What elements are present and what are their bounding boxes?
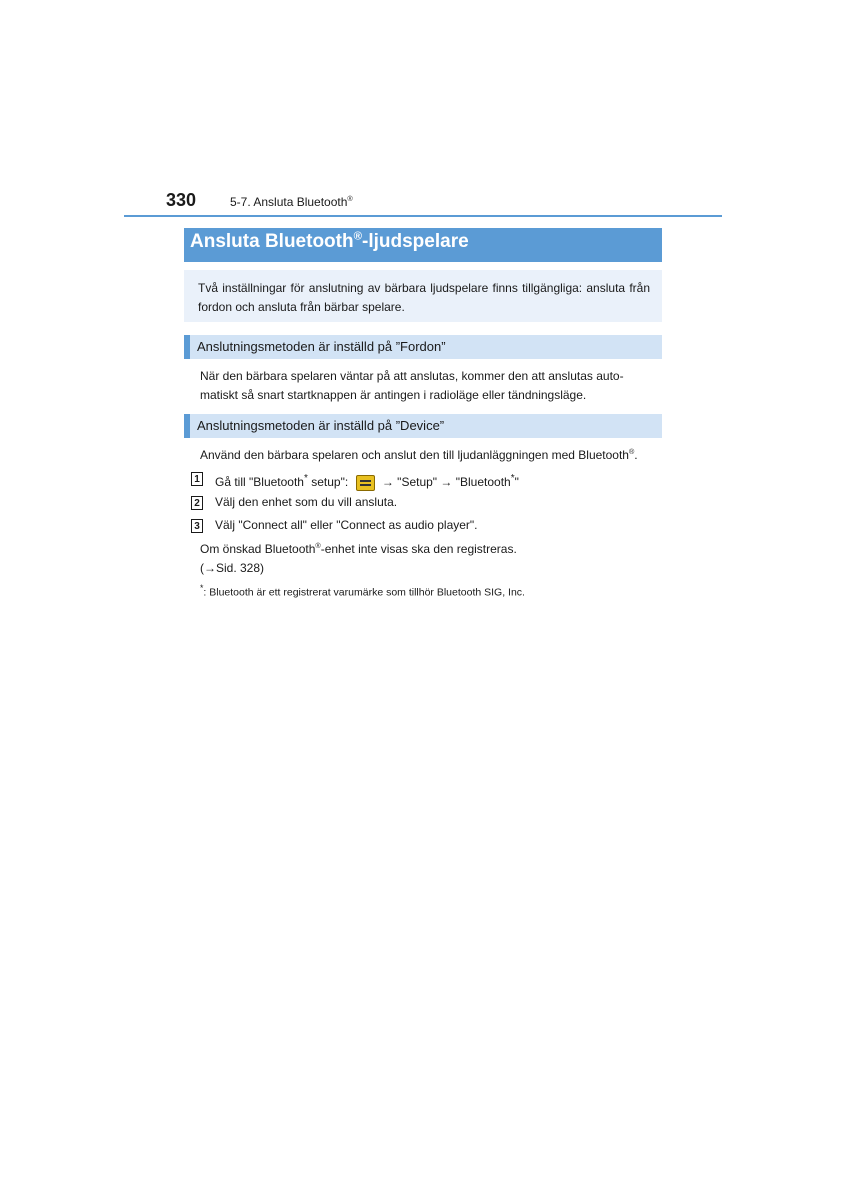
- page-number: 330: [166, 190, 197, 210]
- step-number: 1: [191, 472, 203, 486]
- step-1-text: [215, 469, 519, 492]
- note-line1-pre: Om önskad Bluetooth: [200, 542, 316, 556]
- device-intro-end: .: [634, 448, 638, 462]
- title-bar: [184, 228, 662, 262]
- section-reference-text: 5-7. Ansluta Bluetooth: [230, 195, 348, 209]
- step-3-text: Välj "Connect all" eller "Connect as audio player".: [215, 518, 478, 532]
- step-1-mid: setup":: [307, 475, 352, 489]
- asterisk: *: [200, 583, 204, 593]
- page-reference-link[interactable]: (→Sid. 328): [200, 561, 265, 575]
- device-intro: [200, 446, 638, 465]
- footnote-text: : Bluetooth är ett registrerat varumärke som tillhör Bluetooth SIG, Inc.: [203, 586, 525, 599]
- subheading-device: [184, 414, 662, 438]
- step-1-end: ": [514, 475, 519, 489]
- fordon-text-line2: matiskt så snart startknappen är antingen i radioläge eller tändningsläge.: [200, 388, 587, 402]
- step-1-pre: Gå till "Bluetooth: [215, 475, 304, 489]
- page-title-part1: Ansluta Bluetooth: [190, 231, 354, 252]
- header-rule: [124, 215, 722, 217]
- subheading-fordon-text: Anslutningsmetoden är inställd på ”Fordon”: [197, 339, 446, 354]
- step-1-post: → "Setup" → "Bluetooth: [378, 475, 511, 489]
- registered-mark: ®: [315, 541, 321, 550]
- page-title: [190, 231, 469, 253]
- registered-mark: ®: [347, 194, 353, 203]
- setup-menu-icon: [356, 475, 375, 491]
- registered-mark: ®: [628, 447, 635, 456]
- asterisk: *: [303, 473, 308, 484]
- subheading-device-text: Anslutningsmetoden är inställd på ”Device”: [197, 418, 445, 433]
- note-line1: [200, 540, 517, 559]
- step-2-text: Välj den enhet som du vill ansluta.: [215, 495, 398, 509]
- note-line1-post: -enhet inte visas ska den registreras.: [320, 542, 517, 556]
- device-intro-text: Använd den bärbara spelaren och anslut den till ljudanläggningen med Bluetooth: [200, 448, 629, 462]
- asterisk: *: [510, 473, 515, 484]
- intro-text: Två inställningar för anslutning av bärbara ljudspelare finns tillgängliga: ansluta från fordon och ansluta från bärbar spelare.: [198, 281, 650, 314]
- fordon-text-line1: När den bärbara spelaren väntar på att anslutas, kommer den att anslutas auto-: [200, 369, 624, 383]
- footnote: [200, 583, 525, 599]
- intro-box: [184, 270, 662, 322]
- section-reference: [230, 195, 353, 209]
- step-number: 2: [191, 496, 203, 510]
- subheading-fordon: [184, 335, 662, 359]
- page-title-part2: -ljudspelare: [362, 231, 469, 252]
- registered-mark: ®: [353, 230, 363, 243]
- step-number: 3: [191, 519, 203, 533]
